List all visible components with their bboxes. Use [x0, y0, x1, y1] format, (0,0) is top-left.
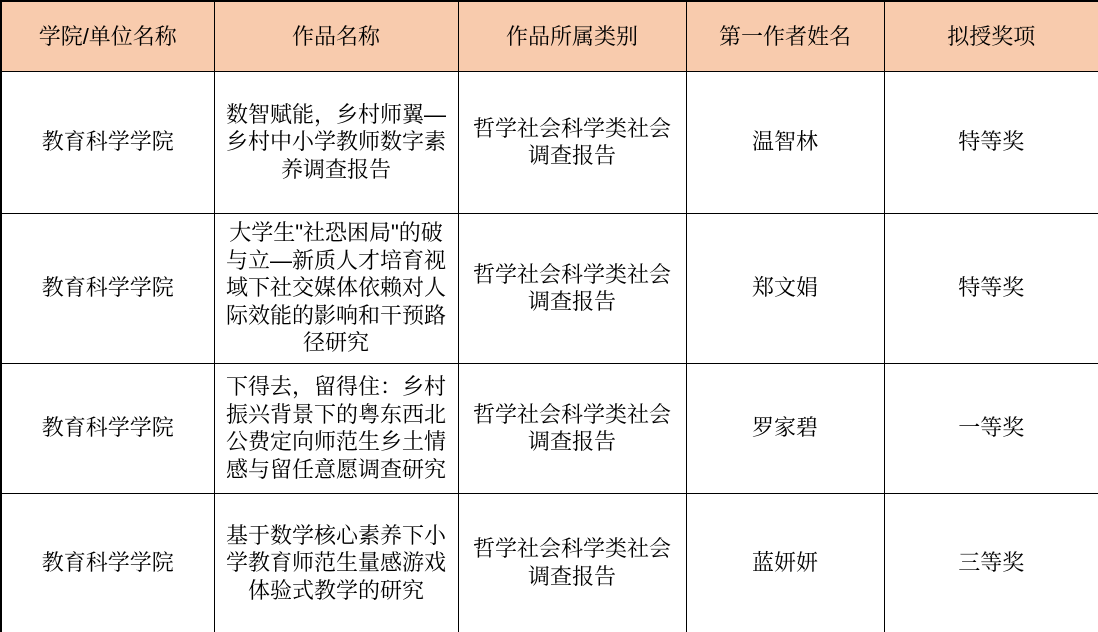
- table-row: [1, 71, 1098, 213]
- cell-award: 一等奖: [884, 363, 1098, 493]
- cell-college: 教育科学学院: [1, 493, 214, 632]
- header-cell-award: 拟授奖项: [884, 1, 1098, 71]
- cell-category: 哲学社会科学类社会调查报告: [458, 493, 686, 632]
- cell-author: 郑文娟: [686, 213, 884, 363]
- table-row: [1, 493, 1098, 632]
- cell-author: 温智林: [686, 71, 884, 213]
- cell-award: 特等奖: [884, 71, 1098, 213]
- header-cell-author: 第一作者姓名: [686, 1, 884, 71]
- table-row: [1, 213, 1098, 363]
- cell-title: 下得去，留得住：乡村振兴背景下的粤东西北公费定向师范生乡土情感与留任意愿调查研究: [214, 363, 458, 493]
- cell-college: 教育科学学院: [1, 71, 214, 213]
- cell-category: 哲学社会科学类社会调查报告: [458, 213, 686, 363]
- cell-title: 数智赋能，乡村师翼—乡村中小学教师数字素养调查报告: [214, 71, 458, 213]
- cell-award: 特等奖: [884, 213, 1098, 363]
- table-header-row: [1, 1, 1098, 71]
- cell-title: 大学生"社恐困局"的破与立—新质人才培育视域下社交媒体依赖对人际效能的影响和干预路径研究: [214, 213, 458, 363]
- header-cell-category: 作品所属类别: [458, 1, 686, 71]
- table-row: [1, 363, 1098, 493]
- cell-award: 三等奖: [884, 493, 1098, 632]
- header-cell-college: 学院/单位名称: [1, 1, 214, 71]
- cell-category: 哲学社会科学类社会调查报告: [458, 71, 686, 213]
- cell-college: 教育科学学院: [1, 363, 214, 493]
- cell-author: 蓝妍妍: [686, 493, 884, 632]
- cell-college: 教育科学学院: [1, 213, 214, 363]
- cell-category: 哲学社会科学类社会调查报告: [458, 363, 686, 493]
- header-cell-title: 作品名称: [214, 1, 458, 71]
- cell-title: 基于数学核心素养下小学教育师范生量感游戏体验式教学的研究: [214, 493, 458, 632]
- cell-author: 罗家碧: [686, 363, 884, 493]
